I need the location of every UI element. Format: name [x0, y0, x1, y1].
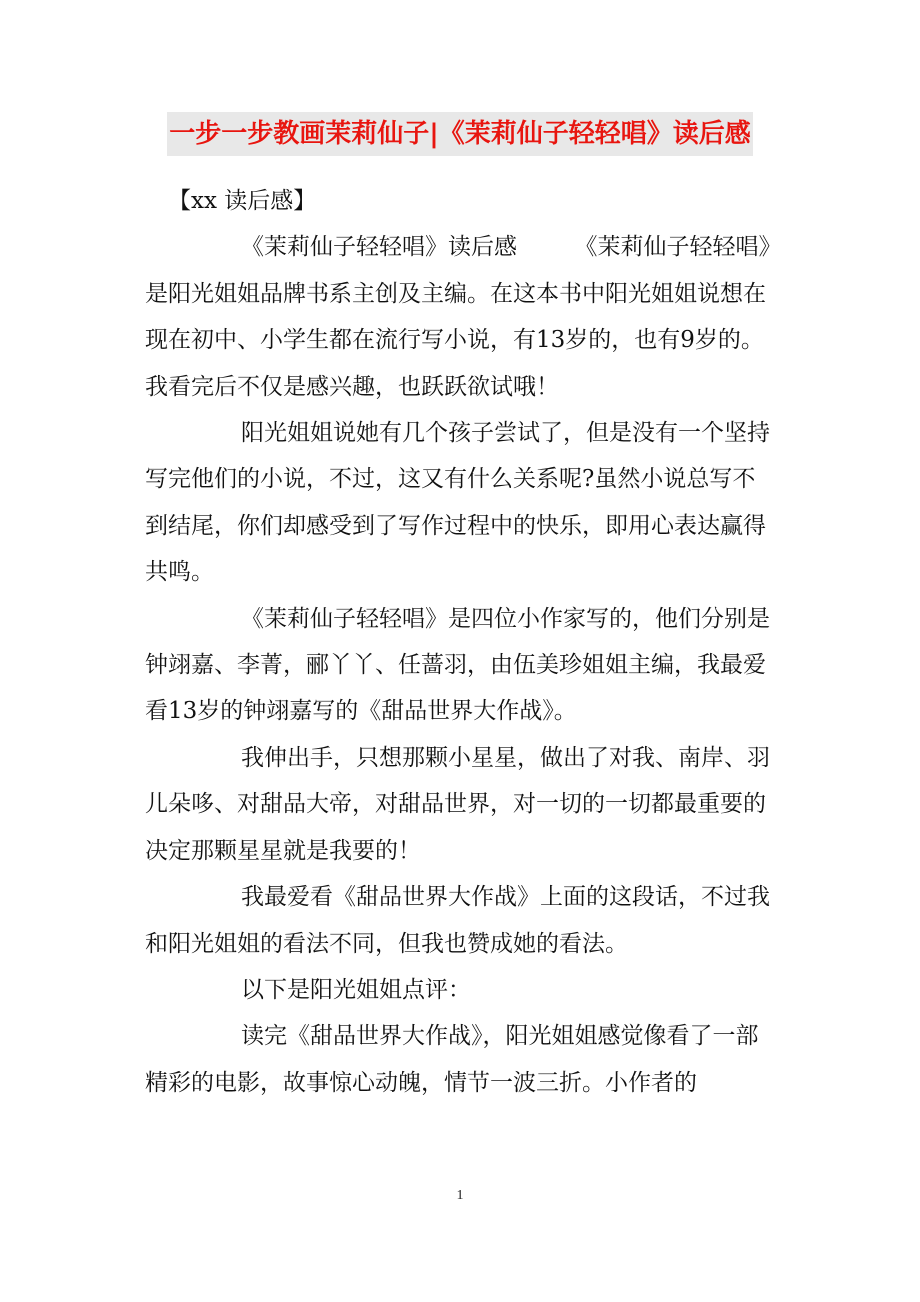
document-title: 一步一步教画茉莉仙子|《茉莉仙子轻轻唱》读后感	[167, 112, 753, 156]
category-label: 【xx 读后感】	[168, 188, 317, 214]
paragraph-1: 《茉莉仙子轻轻唱》读后感 《茉莉仙子轻轻唱》是阳光姐姐品牌书系主创及主编。在这本书中阳光姐姐说想在现在初中、小学生都在流行写小说，有13岁的，也有9岁的。我看完后不仅是感兴趣，也跃跃欲试哦！	[145, 234, 770, 400]
paragraph-4: 我伸出手，只想那颗小星星，做出了对我、南岸、羽儿朵哆、对甜品大帝，对甜品世界，对一切的一切都最重要的决定那颗星星就是我要的！	[145, 744, 770, 864]
title-container	[0, 112, 920, 156]
paragraph-3: 《茉莉仙子轻轻唱》是四位小作家写的，他们分别是钟翊嘉、李菁，郦丫丫、任蔷羽，由伍美珍姐姐主编，我最爱看13岁的钟翊嘉写的《甜品世界大作战》。	[145, 605, 770, 725]
paragraph-7: 读完《甜品世界大作战》，阳光姐姐感觉像看了一部精彩的电影，故事惊心动魄，情节一波三折。小作者的	[145, 1023, 759, 1096]
page-number: 1	[456, 1188, 464, 1203]
document-body	[145, 178, 770, 1106]
paragraph-2: 阳光姐姐说她有几个孩子尝试了，但是没有一个坚持写完他们的小说，不过，这又有什么关系呢?虽然小说总写不到结尾，你们却感受到了写作过程中的快乐，即用心表达赢得共鸣。	[145, 420, 770, 586]
paragraph-6: 以下是阳光姐姐点评：	[241, 976, 471, 1003]
paragraph-5: 我最爱看《甜品世界大作战》上面的这段话，不过我和阳光姐姐的看法不同，但我也赞成她的看法。	[145, 884, 770, 957]
